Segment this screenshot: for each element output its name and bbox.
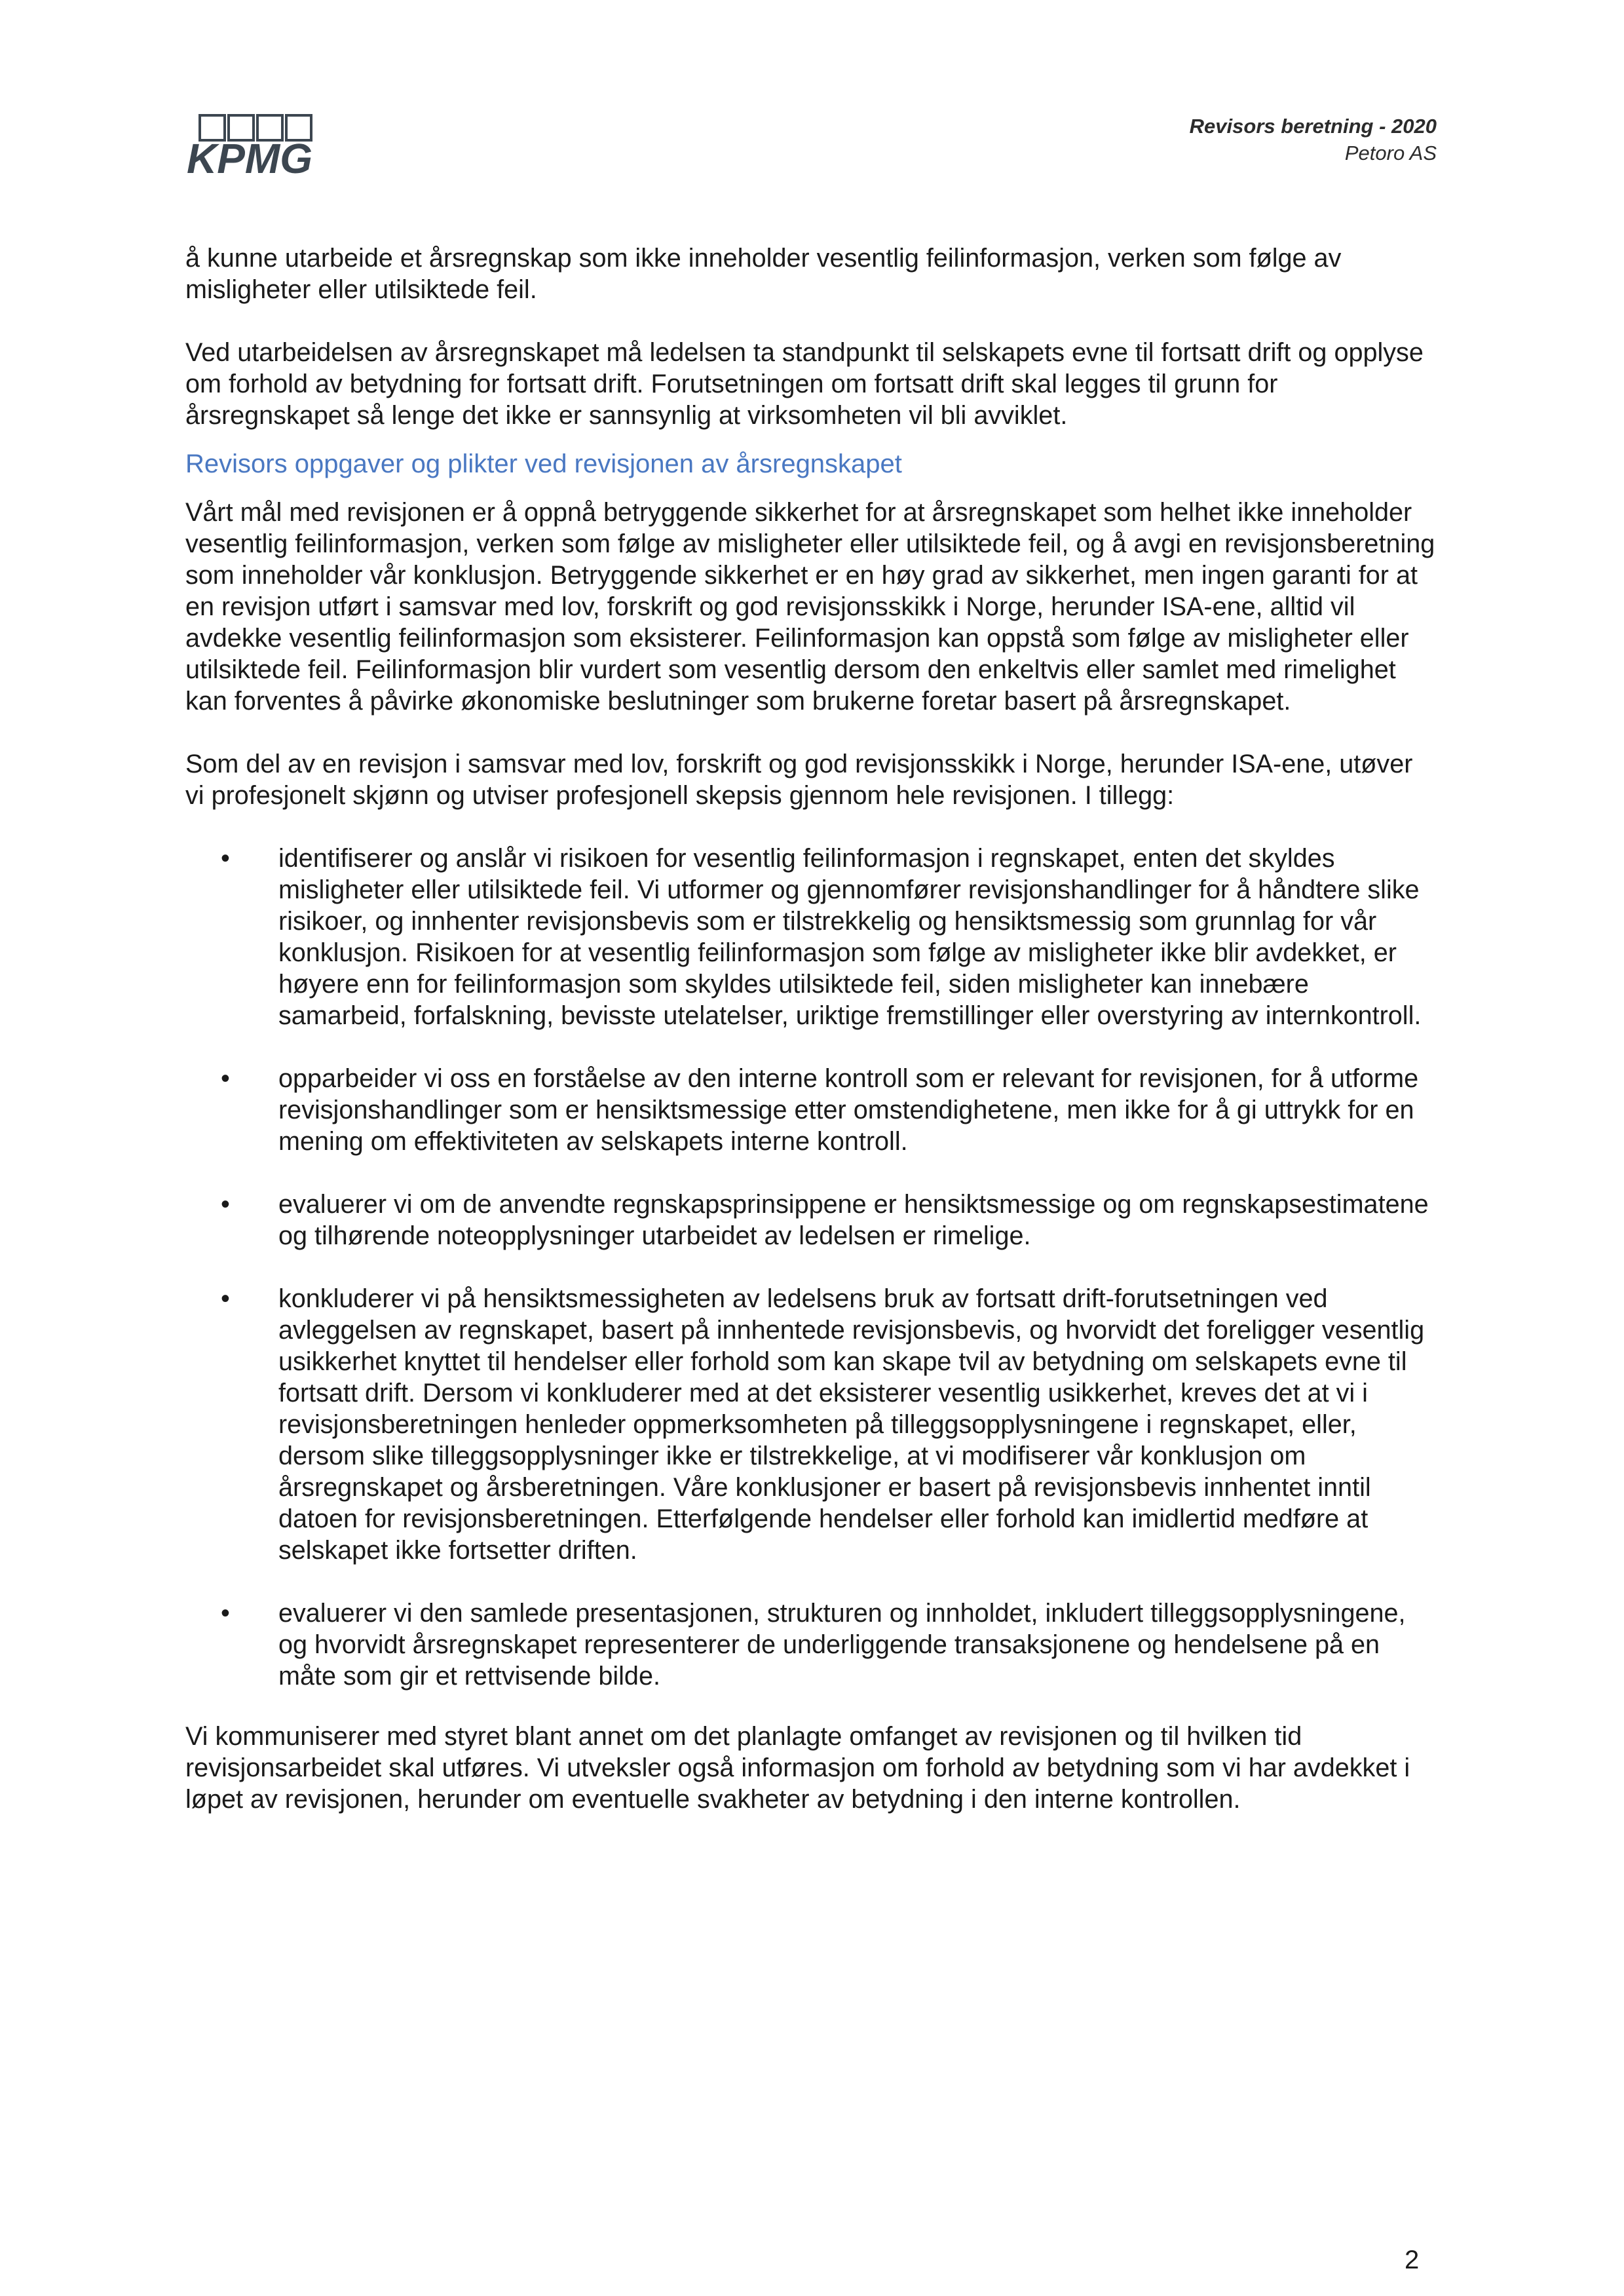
list-item (185, 1283, 1437, 1566)
bullet-icon: • (221, 1064, 230, 1093)
kpmg-logo (185, 113, 323, 178)
bullet-icon: • (221, 1190, 230, 1219)
bullet-list (185, 843, 1437, 1692)
page-number: 2 (1405, 2246, 1420, 2274)
spacer (185, 811, 1437, 843)
list-item (185, 1598, 1437, 1692)
page-header (1190, 113, 1437, 166)
bullet-icon: • (221, 844, 230, 873)
list-item (185, 843, 1437, 1031)
paragraph-1: å kunne utarbeide et årsregnskap som ikke inneholder vesentlig feilinformasjon, verken som følge av misligheter eller utilsiktede feil. (185, 244, 1342, 304)
spacer (185, 305, 1437, 337)
report-title: Revisors beretning - 2020 (1189, 115, 1437, 138)
list-item-text: evaluerer vi om de anvendte regnskapsprinsippene er hensiktsmessige og om regnskapsestimatene og tilhørende noteopplysninger utarbeidet av ledelsen er rimelige. (278, 1190, 1429, 1250)
paragraph-5: Vi kommuniserer med styret blant annet om det planlagte omfanget av revisjonen og til hvilken tid revisjonsarbeidet skal utføres. Vi utveksler også informasjon om forhold av betydning som vi har avdekket i løpet av revisjonen, herunder om eventuelle svakheter av betydning i den interne kontrollen. (185, 1722, 1410, 1814)
spacer (185, 431, 1437, 448)
bullet-icon: • (221, 1599, 230, 1628)
paragraph-4: Som del av en revisjon i samsvar med lov, forskrift og god revisjonsskikk i Norge, herunder ISA-ene, utøver vi profesjonelt skjønn og utviser profesjonell skepsis gjennom hele revisjonen. I tillegg: (185, 750, 1413, 810)
company-name: Petoro AS (1344, 142, 1437, 164)
list-item (185, 1063, 1437, 1157)
list-item-text: identifiserer og anslår vi risikoen for vesentlig feilinformasjon i regnskapet, enten det skyldes misligheter eller utilsiktede feil. Vi utformer og gjennomfører revisjonshandlinger for å håndtere slike risikoer, og innhenter revisjonsbevis som er tilstrekkelig og hensiktsmessig som grunnlag for vår konklusjon. Risikoen for at vesentlig feilinformasjon som følge av misligheter ikke blir avdekket, er høyere enn for feilinformasjon som skyldes utilsiktede feil, siden misligheter kan innebære samarbeid, forfalskning, bevisste utelatelser, uriktige fremstillinger eller overstyring av internkontroll. (278, 844, 1422, 1030)
list-item-text: konkluderer vi på hensiktsmessigheten av ledelsens bruk av fortsatt drift-forutsetningen ved avleggelsen av regnskapet, basert på innhentede revisjonsbevis, og hvorvidt det foreligger vesentlig usikkerhet knyttet til hendelser eller forhold som kan skape tvil av betydning om selskapets evne til fortsatt drift. Dersom vi konkluderer med at det eksisterer vesentlig usikkerhet, kreves det at vi i revisjonsberetningen henleder oppmerksomheten på tilleggsopplysningene i regnskapet, eller, dersom slike tilleggsopplysninger ikke er tilstrekkelige, at vi modifiserer vår konklusjon om årsregnskapet og årsberetningen. Våre konklusjoner er basert på revisjonsbevis innhentet inntil datoen for revisjonsberetningen. Etterfølgende hendelser eller forhold kan imidlertid medføre at selskapet ikke fortsetter driften. (278, 1284, 1425, 1565)
list-item-text: evaluerer vi den samlede presentasjonen, strukturen og innholdet, inkludert tilleggsopplysningene, og hvorvidt årsregnskapet representerer de underliggende transaksjonene og hendelsene på en måte som gir et rettvisende bilde. (278, 1599, 1406, 1691)
list-item-text: opparbeider vi oss en forståelse av den interne kontroll som er relevant for revisjonen, for å utforme revisjonshandlinger som er hensiktsmessige etter omstendighetene, men ikke for å gi uttrykk for en mening om effektiviteten av selskapets interne kontroll. (278, 1064, 1419, 1156)
kpmg-logo-graphic (185, 113, 323, 178)
bullet-icon: • (221, 1284, 230, 1313)
paragraph-3: Vårt mål med revisjonen er å oppnå betryggende sikkerhet for at årsregnskapet som helhet ikke inneholder vesentlig feilinformasjon, verken som følge av misligheter eller utilsiktede feil, og å avgi en revisjonsberetning som inneholder vår konklusjon. Betryggende sikkerhet er en høy grad av sikkerhet, men ingen garanti for at en revisjon utført i samsvar med lov, forskrift og god revisjonsskikk i Norge, herunder ISA-ene, alltid vil avdekke vesentlig feilinformasjon som eksisterer. Feilinformasjon kan oppstå som følge av misligheter eller utilsiktede feil. Feilinformasjon blir vurdert som vesentlig dersom den enkeltvis eller samlet med rimelighet kan forventes å påvirke økonomiske beslutninger som brukerne foretar basert på årsregnskapet. (185, 498, 1435, 716)
section-heading: Revisors oppgaver og plikter ved revisjonen av årsregnskapet (185, 450, 902, 478)
spacer (185, 480, 1437, 497)
list-item (185, 1189, 1437, 1252)
logo-text: KPMG (187, 135, 312, 178)
spacer (185, 717, 1437, 748)
document-body (185, 242, 1437, 1815)
paragraph-2: Ved utarbeidelsen av årsregnskapet må ledelsen ta standpunkt til selskapets evne til fortsatt drift og opplyse om forhold av betydning for fortsatt drift. Forutsetningen om fortsatt drift skal legges til grunn for årsregnskapet så lenge det ikke er sannsynlig at virksomheten vil bli avviklet. (185, 338, 1424, 430)
